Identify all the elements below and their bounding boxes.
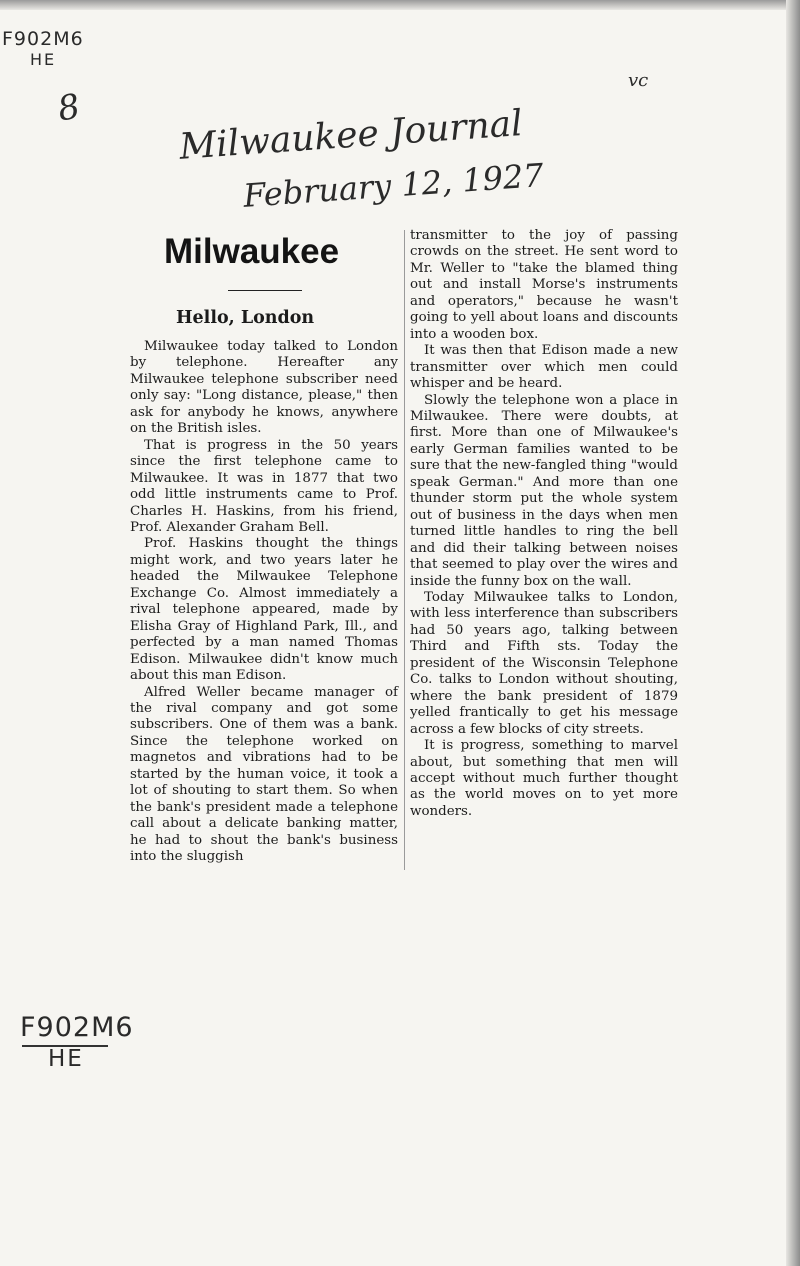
paragraph: That is progress in the 50 years since the first telephone came to Milwaukee. It was in 1877 that two odd little instruments came to Prof. Charles H. Haskins, from his friend, Prof. Alexander Graham Bell.: [130, 437, 398, 535]
paragraph: Milwaukee today talked to London by telephone. Hereafter any Milwaukee telephone subscriber need only say: "Long distance, please," then ask for anybody he knows, anywhere on the British isles.: [130, 339, 398, 437]
paragraph: Alfred Weller became manager of the rival company and got some subscribers. One of them was a bank. Since the telephone worked on magnetos and vibrations had to be started by the human voice, it took a lot of shouting to start them. So when the bank's president made a telephone call about a delicate banking matter, he had to shout the bank's business into the sluggish: [130, 684, 398, 865]
newspaper-clipping: [120, 228, 682, 878]
corner-mark: vc: [628, 70, 649, 91]
left-column: [130, 228, 398, 866]
page-number: 8: [54, 86, 83, 130]
catalog-code-mid: F902M6: [20, 1012, 134, 1043]
paragraph: Prof. Haskins thought the things might work, and two years later he headed the Milwaukee Telephone Exchange Co. Almost immediately a rival telephone appeared, made by Elisha Gray of Highland Park, Ill., and perfected by a man named Thomas Edison. Milwaukee didn't know much about this man Edison.: [130, 536, 398, 684]
headline-rule: [228, 290, 302, 291]
catalog-code-mid-sub: HE: [48, 1046, 84, 1072]
headline: Milwaukee: [164, 232, 340, 271]
source-annotation: Milwaukee Journal: [178, 103, 524, 168]
scan-edge-right: [786, 0, 800, 1266]
catalog-code-top: F902M6: [2, 28, 84, 50]
date-annotation: February 12, 1927: [242, 156, 545, 215]
right-column: [410, 228, 678, 820]
paragraph: Slowly the telephone won a place in Milwaukee. There were doubts, at first. More than one of Milwaukee's early German families wanted to be sure that the new-fangled thing "would speak German." And more than one thunder storm put the whole system out of business in the days when men turned little handles to ring the bell and did their talking between noises that seemed to play over the wires and inside the funny box on the wall.: [410, 392, 678, 589]
paragraph: It is progress, something to marvel about, but something that men will accept without much further thought as the world moves on to yet more wonders.: [410, 738, 678, 819]
catalog-code-top-sub: HE: [30, 50, 57, 69]
scan-edge-top: [0, 0, 800, 10]
paragraph-continuation: transmitter to the joy of passing crowds on the street. He sent word to Mr. Weller to "take the blamed thing out and install Morse's instruments and operators," because he wasn't going to yell about loans and discounts into a wooden box.: [410, 228, 678, 342]
paragraph: It was then that Edison made a new transmitter over which men could whisper and be heard.: [410, 343, 678, 392]
column-rule: [404, 230, 405, 870]
subhead: Hello, London: [176, 308, 315, 328]
paragraph: Today Milwaukee talks to London, with less interference than subscribers had 50 years ago, talking between Third and Fifth sts. Today the president of the Wisconsin Telephone Co. talks to London without shouting, where the bank president of 1879 yelled frantically to get his message across a few blocks of city streets.: [410, 589, 678, 737]
